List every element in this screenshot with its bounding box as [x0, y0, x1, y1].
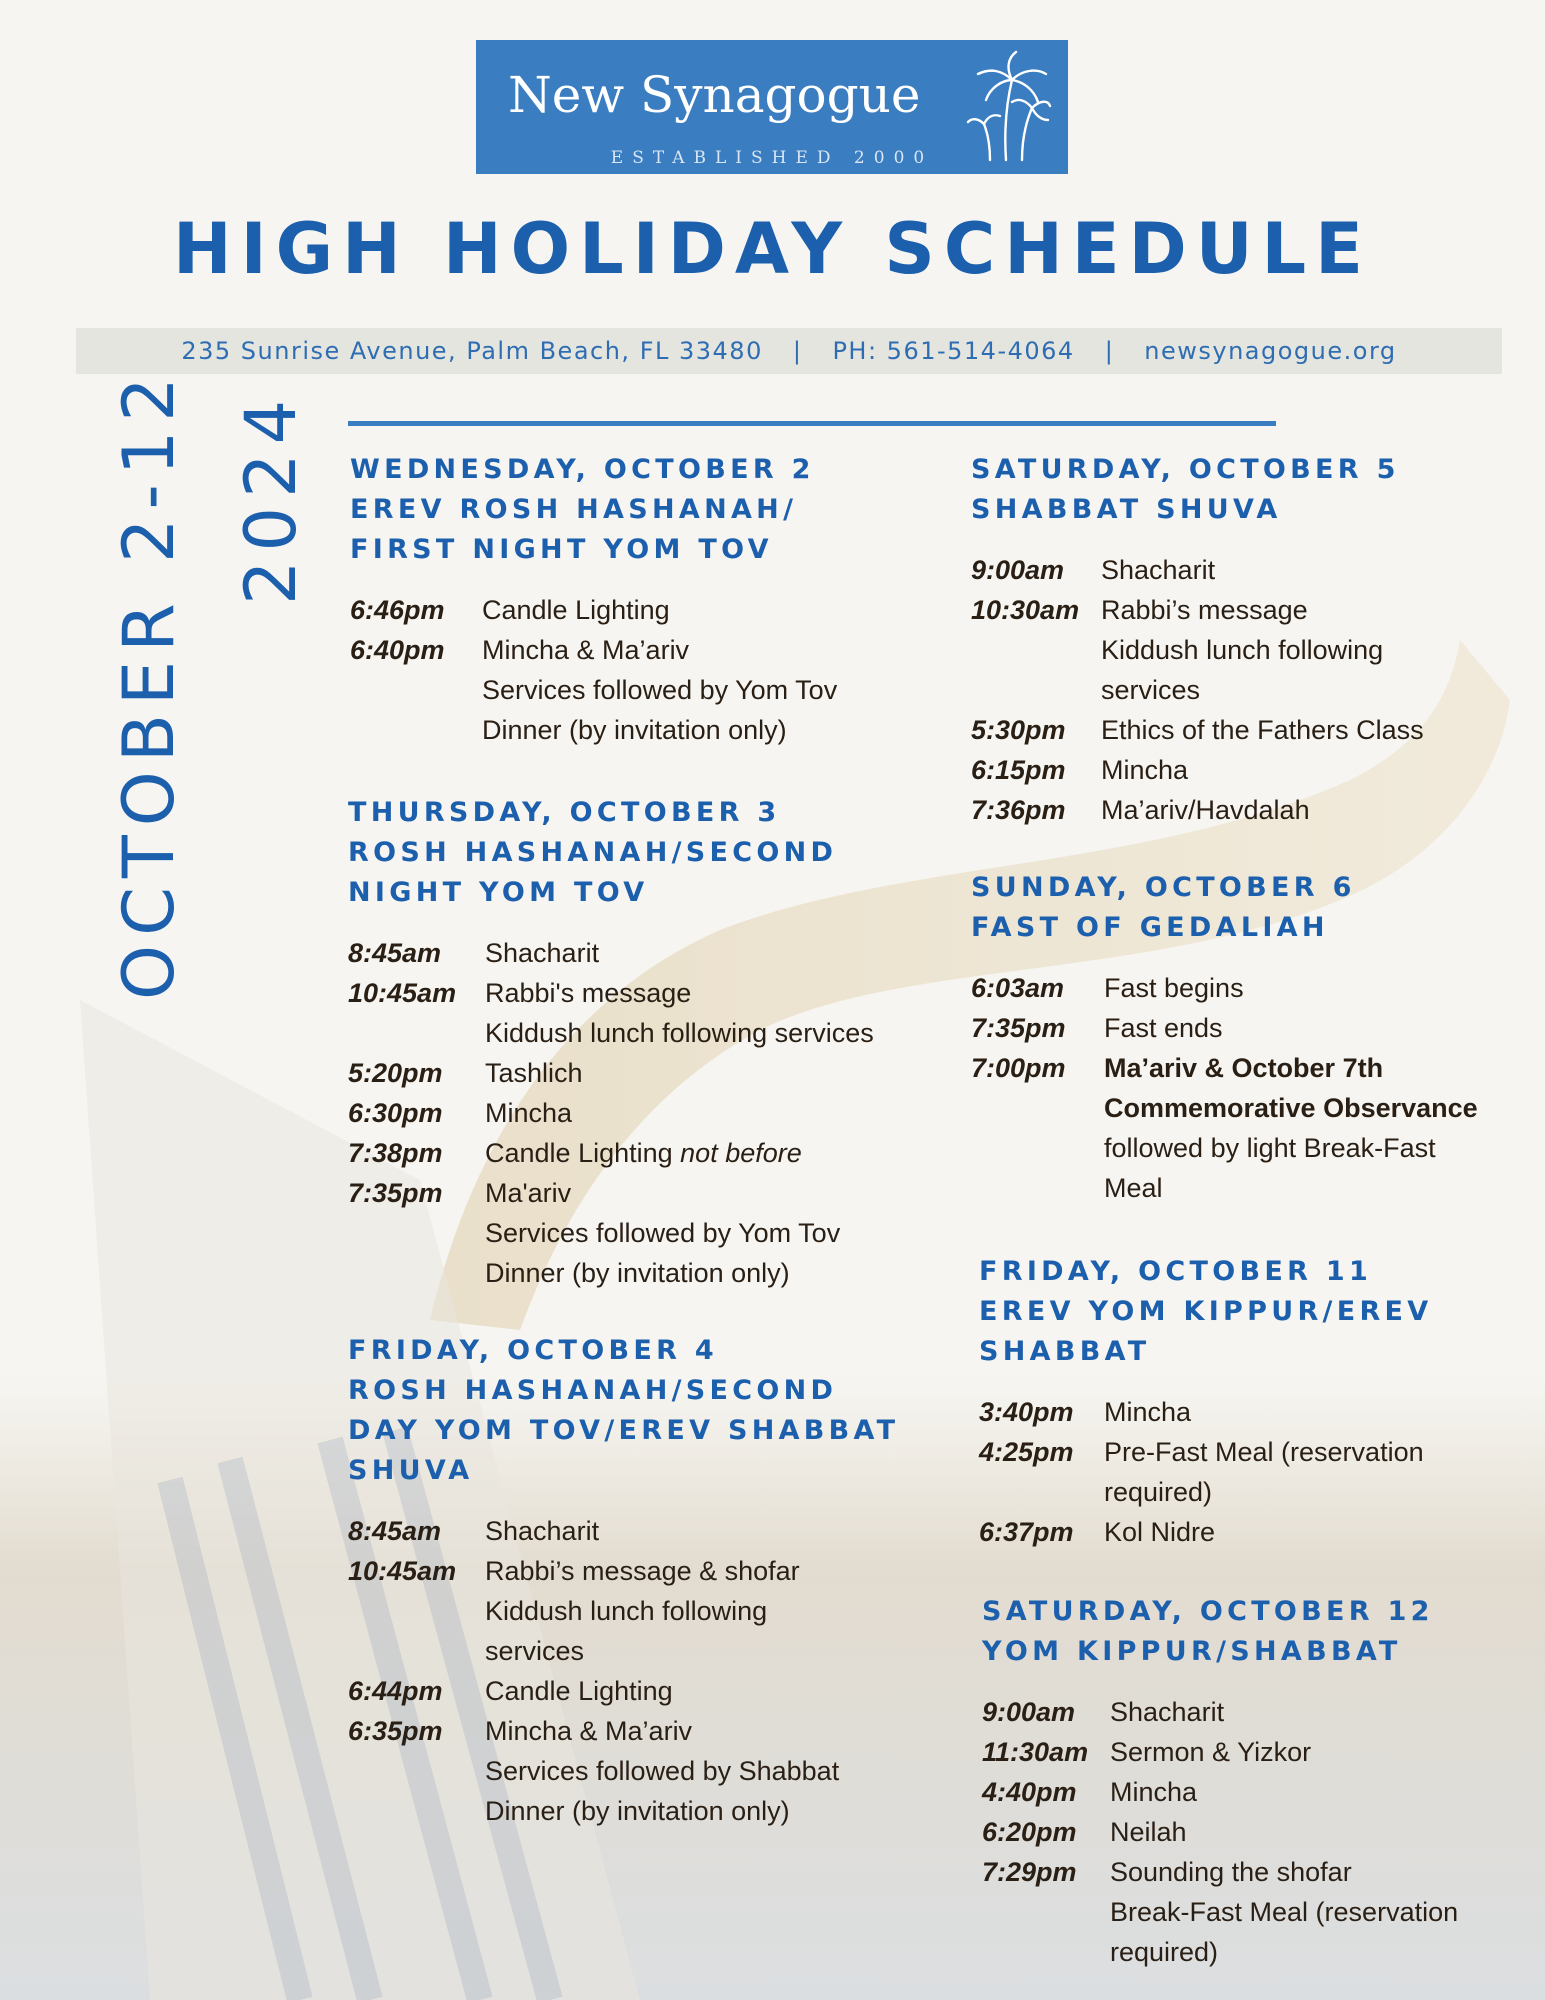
heading-line: THURSDAY, OCTOBER 3	[348, 797, 781, 828]
event-description	[1101, 590, 1383, 710]
schedule-section	[971, 450, 1424, 830]
section-heading	[350, 450, 837, 570]
event-description	[1110, 1692, 1224, 1732]
heading-line: EREV YOM KIPPUR/EREV	[979, 1296, 1433, 1327]
event-description	[485, 933, 599, 973]
event-time: 8:45am	[348, 1516, 442, 1546]
event-row	[350, 590, 837, 630]
event-description	[1104, 1008, 1223, 1048]
event-line: Mincha	[1110, 1777, 1198, 1807]
address: 235 Sunrise Avenue, Palm Beach, FL 33480	[181, 337, 763, 365]
heading-line: EREV ROSH HASHANAH/	[350, 494, 798, 525]
event-line: Kiddush lunch following	[1101, 635, 1384, 665]
event-line: Kiddush lunch following services	[485, 1018, 874, 1048]
event-line: Kiddush lunch following	[485, 1596, 768, 1626]
contact-bar	[76, 328, 1502, 374]
page-title: HIGH HOLIDAY SCHEDULE	[173, 208, 1372, 290]
event-row	[348, 973, 874, 1053]
event-description	[485, 1551, 800, 1671]
event-row	[348, 1511, 899, 1551]
event-line: Fast begins	[1104, 973, 1244, 1003]
event-line: Ma'ariv	[485, 1178, 572, 1208]
event-time: 7:36pm	[971, 795, 1066, 825]
event-line: Tashlich	[485, 1058, 583, 1088]
event-line: Sermon & Yizkor	[1110, 1737, 1312, 1767]
event-time: 11:30am	[982, 1737, 1089, 1767]
event-line: Shacharit	[485, 938, 600, 968]
heading-line: ROSH HASHANAH/SECOND	[348, 837, 838, 868]
event-time: 9:00am	[971, 555, 1065, 585]
event-line: Break-Fast Meal (reservation	[1110, 1897, 1459, 1927]
event-line: Mincha	[485, 1098, 573, 1128]
event-description	[485, 1511, 599, 1551]
event-line: Fast ends	[1104, 1013, 1223, 1043]
logo	[476, 40, 1068, 174]
event-line: Neilah	[1110, 1817, 1187, 1847]
heading-line: NIGHT YOM TOV	[348, 877, 649, 908]
event-line: Dinner (by invitation only)	[482, 715, 787, 745]
event-line: Mincha & Ma’ariv	[485, 1716, 693, 1746]
event-time: 7:00pm	[971, 1053, 1066, 1083]
event-line: services	[1101, 675, 1201, 705]
event-row	[979, 1432, 1432, 1512]
event-description	[1110, 1812, 1187, 1852]
event-time: 8:45am	[348, 938, 442, 968]
logo-established: ESTABLISHED 2000	[610, 148, 934, 168]
event-row	[982, 1812, 1458, 1852]
event-time: 6:20pm	[982, 1817, 1077, 1847]
event-time: 6:30pm	[348, 1098, 443, 1128]
section-heading	[971, 868, 1478, 948]
event-description	[1110, 1852, 1458, 1972]
event-line: Shacharit	[485, 1516, 600, 1546]
event-time: 7:29pm	[982, 1857, 1077, 1887]
event-line: Sounding the shofar	[1110, 1857, 1352, 1887]
event-row	[348, 1711, 899, 1831]
event-line: Meal	[1104, 1173, 1163, 1203]
heading-line: WEDNESDAY, OCTOBER 2	[350, 454, 815, 485]
event-description	[1101, 550, 1215, 590]
event-row	[971, 550, 1424, 590]
section-heading	[348, 793, 874, 913]
event-description	[1104, 1432, 1424, 1512]
event-description	[485, 1711, 839, 1831]
event-line-bold: Commemorative Observance	[1104, 1093, 1478, 1123]
event-row	[979, 1512, 1432, 1552]
section-heading	[971, 450, 1424, 530]
divider	[348, 421, 1276, 426]
event-line: Services followed by Yom Tov	[485, 1218, 841, 1248]
event-row	[979, 1392, 1432, 1432]
event-time: 6:46pm	[350, 595, 445, 625]
heading-line: YOM KIPPUR/SHABBAT	[982, 1636, 1402, 1667]
event-row	[971, 590, 1424, 710]
phone: PH: 561-514-4064	[832, 337, 1075, 365]
event-time: 10:45am	[348, 1556, 457, 1586]
schedule-section	[982, 1592, 1458, 1972]
event-row	[971, 1008, 1478, 1048]
separator: |	[792, 337, 803, 365]
event-line: Mincha	[1104, 1397, 1192, 1427]
event-time: 6:03am	[971, 973, 1065, 1003]
event-row	[348, 1551, 899, 1671]
event-row	[971, 790, 1424, 830]
heading-line: SHABBAT SHUVA	[971, 494, 1282, 525]
event-time: 3:40pm	[979, 1397, 1074, 1427]
event-row	[348, 1093, 874, 1133]
website-link[interactable]: newsynagogue.org	[1144, 337, 1397, 365]
event-row	[982, 1692, 1458, 1732]
event-row	[348, 1173, 874, 1293]
event-row	[348, 1053, 874, 1093]
heading-line: ROSH HASHANAH/SECOND	[348, 1375, 838, 1406]
event-list	[348, 933, 874, 1293]
event-line: Mincha & Ma’ariv	[482, 635, 690, 665]
event-description	[485, 1671, 673, 1711]
event-list	[971, 550, 1424, 830]
heading-line: SATURDAY, OCTOBER 12	[982, 1596, 1434, 1627]
event-emphasis: not before	[680, 1138, 802, 1168]
event-description	[482, 590, 670, 630]
section-heading	[348, 1331, 899, 1491]
event-line: Services followed by Yom Tov	[482, 675, 838, 705]
event-line: required)	[1110, 1937, 1219, 1967]
heading-line: FRIDAY, OCTOBER 11	[979, 1256, 1373, 1287]
event-row	[982, 1852, 1458, 1972]
event-time: 4:40pm	[982, 1777, 1077, 1807]
event-line: Rabbi’s message	[1101, 595, 1308, 625]
year: 2024	[230, 390, 312, 605]
event-row	[971, 710, 1424, 750]
event-row	[982, 1732, 1458, 1772]
event-description	[1104, 1512, 1215, 1552]
event-time: 10:45am	[348, 978, 457, 1008]
event-time: 4:25pm	[979, 1437, 1074, 1467]
separator: |	[1104, 337, 1115, 365]
event-line: Dinner (by invitation only)	[485, 1258, 790, 1288]
heading-line: FRIDAY, OCTOBER 4	[348, 1335, 718, 1366]
event-description	[485, 973, 874, 1053]
event-line: Mincha	[1101, 755, 1189, 785]
event-description	[485, 1173, 840, 1293]
event-line: Dinner (by invitation only)	[485, 1796, 790, 1826]
event-line: Ma’ariv/Havdalah	[1101, 795, 1310, 825]
event-list	[971, 968, 1478, 1208]
event-description	[482, 630, 837, 750]
event-list	[979, 1392, 1432, 1552]
event-description	[485, 1093, 572, 1133]
event-description	[1104, 1392, 1191, 1432]
event-row	[982, 1772, 1458, 1812]
schedule-section	[348, 793, 874, 1293]
event-description	[485, 1133, 802, 1173]
heading-line: SHUVA	[348, 1455, 474, 1486]
heading-line: FIRST NIGHT YOM TOV	[350, 534, 773, 565]
event-time: 6:40pm	[350, 635, 445, 665]
heading-line: SUNDAY, OCTOBER 6	[971, 872, 1356, 903]
event-time: 5:30pm	[971, 715, 1066, 745]
event-time: 7:35pm	[971, 1013, 1066, 1043]
event-line: Shacharit	[1101, 555, 1216, 585]
event-line: Services followed by Shabbat	[485, 1756, 840, 1786]
event-line: services	[485, 1636, 585, 1666]
schedule-section	[979, 1252, 1432, 1552]
event-list	[348, 1511, 899, 1831]
event-time: 6:35pm	[348, 1716, 443, 1746]
event-description	[1104, 968, 1244, 1008]
event-time: 7:35pm	[348, 1178, 443, 1208]
logo-name: New Synagogue	[508, 66, 921, 124]
event-list	[982, 1692, 1458, 1972]
heading-line: FAST OF GEDALIAH	[971, 912, 1329, 943]
event-description	[1101, 710, 1424, 750]
event-line: Pre-Fast Meal (reservation	[1104, 1437, 1424, 1467]
event-description	[1110, 1772, 1197, 1812]
event-row	[350, 630, 837, 750]
event-time: 6:37pm	[979, 1517, 1074, 1547]
event-row	[971, 750, 1424, 790]
event-line: Candle Lighting	[482, 595, 670, 625]
heading-line: SATURDAY, OCTOBER 5	[971, 454, 1400, 485]
event-time: 10:30am	[971, 595, 1080, 625]
schedule-section	[971, 868, 1478, 1208]
event-line: Shacharit	[1110, 1697, 1225, 1727]
event-row	[971, 1048, 1478, 1208]
event-time: 6:44pm	[348, 1676, 443, 1706]
heading-line: SHABBAT	[979, 1336, 1151, 1367]
event-list	[350, 590, 837, 750]
event-row	[348, 1133, 874, 1173]
event-line: Kol Nidre	[1104, 1517, 1216, 1547]
event-line: required)	[1104, 1477, 1213, 1507]
palm-tree-icon	[966, 50, 1052, 162]
event-time: 7:38pm	[348, 1138, 443, 1168]
schedule-section	[350, 450, 837, 750]
event-description	[1101, 750, 1188, 790]
event-line-bold: Ma’ariv & October 7th	[1104, 1053, 1384, 1083]
event-line	[485, 1133, 802, 1173]
event-description	[1110, 1732, 1311, 1772]
event-line: Rabbi's message	[485, 978, 692, 1008]
event-line: Rabbi’s message & shofar	[485, 1556, 800, 1586]
event-description	[1101, 790, 1310, 830]
date-range: OCTOBER 2-12	[108, 368, 190, 1000]
event-line: Ethics of the Fathers Class	[1101, 715, 1424, 745]
event-line: followed by light Break-Fast	[1104, 1133, 1436, 1163]
event-row	[971, 968, 1478, 1008]
schedule-section	[348, 1331, 899, 1831]
event-row	[348, 933, 874, 973]
event-time: 5:20pm	[348, 1058, 443, 1088]
heading-line: DAY YOM TOV/EREV SHABBAT	[348, 1415, 900, 1446]
event-line: Candle Lighting	[485, 1676, 673, 1706]
event-description	[485, 1053, 583, 1093]
event-description	[1104, 1048, 1478, 1208]
section-heading	[982, 1592, 1458, 1672]
section-heading	[979, 1252, 1432, 1372]
event-row	[348, 1671, 899, 1711]
event-time: 9:00am	[982, 1697, 1076, 1727]
event-time: 6:15pm	[971, 755, 1066, 785]
event-line-text: Candle Lighting	[485, 1138, 681, 1168]
